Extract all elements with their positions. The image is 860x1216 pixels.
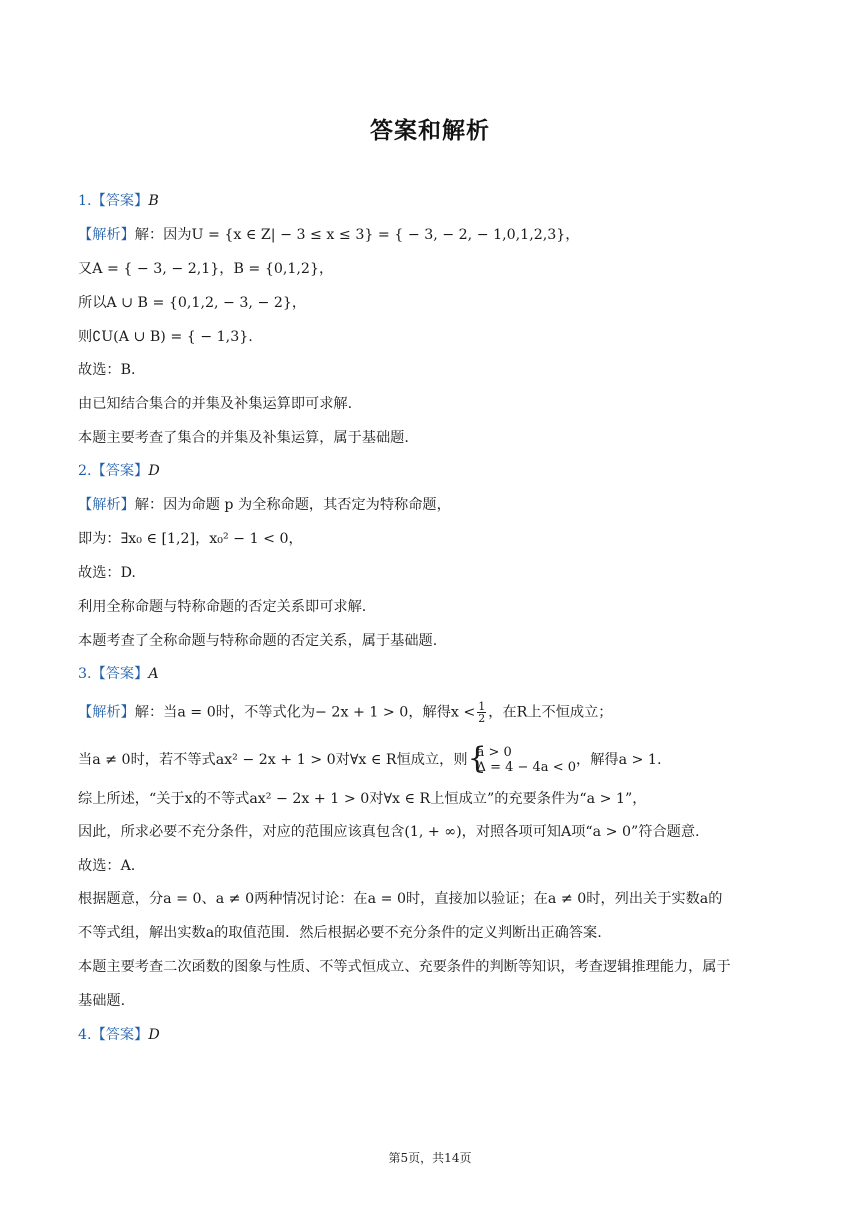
- q1-text-3: 所以A ∪ B = {0,1,2, − 3, − 2}，: [78, 295, 307, 311]
- page-title: 答案和解析: [370, 118, 490, 144]
- q4-number: 4.: [78, 1027, 92, 1043]
- q3-text-4: 因此，所求必要不充分条件，对应的范围应该真包含(1, + ∞)，对照各项可知A项“a > 0”符合题意.: [78, 824, 700, 840]
- fraction-denominator: 2: [478, 712, 486, 725]
- page-footer: 第5页，共14页: [388, 1151, 472, 1165]
- q3-text-9: 基础题.: [78, 993, 126, 1009]
- q2-answer-value: D: [148, 463, 160, 479]
- q2-text-4: 利用全称命题与特称命题的否定关系即可求解.: [78, 599, 367, 615]
- q4-answer-line: [78, 1025, 788, 1045]
- q1-analysis-line-1: [78, 225, 788, 245]
- q2-text-2: 即为：∃x₀ ∈ [1,2]，x₀² − 1 < 0，: [78, 531, 303, 547]
- q1-text-6: 由已知结合集合的并集及补集运算即可求解.: [78, 396, 353, 412]
- q3-analysis-tag: 【解析】: [78, 704, 135, 721]
- q3-number: 3.: [78, 666, 92, 682]
- q2-number: 2.: [78, 463, 92, 479]
- q3-text-1b: ，在R上不恒成立；: [488, 704, 613, 721]
- q1-answer-line: [78, 191, 788, 211]
- q1-text-7: 本题主要考查了集合的并集及补集运算，属于基础题.: [78, 430, 409, 446]
- q2-answer-line: [78, 461, 788, 481]
- q2-text-3: 故选：D.: [78, 565, 136, 581]
- system-row-2: Δ = 4 − 4a < 0: [476, 760, 576, 775]
- q1-text-2: 又A = { − 3, − 2,1}，B = {0,1,2}，: [78, 261, 334, 277]
- left-brace: {: [467, 741, 487, 776]
- q3-answer-line: [78, 664, 788, 684]
- q1-text-5: 故选：B.: [78, 362, 136, 378]
- q4-answer-value: D: [148, 1027, 160, 1043]
- q3-analysis-line-1: [78, 701, 788, 724]
- q2-text-5: 本题考查了全称命题与特称命题的否定关系，属于基础题.: [78, 633, 438, 649]
- q1-answer-tag: 【答案】: [91, 193, 149, 209]
- q3-text-3: 综上所述，“关于x的不等式ax² − 2x + 1 > 0对∀x ∈ R上恒成立”的充要条件为“a > 1”，: [78, 791, 647, 807]
- q3-text-6: 根据题意，分a = 0、a ≠ 0两种情况讨论：在a = 0时，直接加以验证；在a ≠ 0时，列出关于实数a的: [78, 891, 723, 907]
- q3-text-5: 故选：A.: [78, 858, 136, 874]
- q2-analysis-line-1: [78, 495, 788, 515]
- q3-text-7: 不等式组，解出实数a的取值范围．然后根据必要不充分条件的定义判断出正确答案.: [78, 925, 602, 941]
- q3-text-1a: 解：当a = 0时，不等式化为− 2x + 1 > 0，解得x <: [134, 704, 476, 721]
- q3-answer-tag: 【答案】: [91, 666, 149, 682]
- q1-number: 1.: [78, 193, 92, 209]
- q4-answer-tag: 【答案】: [91, 1027, 149, 1043]
- q1-text-1: 解：因为U = {x ∈ Z| − 3 ≤ x ≤ 3} = { − 3, − 2, − 1,0,1,2,3}，: [134, 227, 580, 243]
- q3-text-2a: 当a ≠ 0时，若不等式ax² − 2x + 1 > 0对∀x ∈ R恒成立，则: [78, 752, 468, 768]
- q3-text-2b: ，解得a > 1.: [576, 752, 662, 768]
- q3-text-8: 本题主要考查二次函数的图象与性质、不等式恒成立、充要条件的判断等知识，考查逻辑推理能力，属于: [78, 959, 731, 975]
- q1-answer-value: B: [148, 193, 159, 209]
- q1-text-4: 则∁U(A ∪ B) = { − 1,3}.: [78, 329, 253, 345]
- inequality-system: [467, 741, 576, 776]
- q1-analysis-tag: 【解析】: [78, 227, 135, 243]
- one-half-fraction: [477, 701, 486, 724]
- q2-answer-tag: 【答案】: [91, 463, 149, 479]
- fraction-numerator: 1: [478, 700, 486, 713]
- q2-text-1: 解：因为命题 p 为全称命题，其否定为特称命题，: [134, 497, 451, 513]
- system-row-1: a > 0: [476, 745, 512, 760]
- q3-answer-value: A: [148, 666, 159, 682]
- q3-analysis-line-2: [78, 741, 788, 776]
- q2-analysis-tag: 【解析】: [78, 497, 135, 513]
